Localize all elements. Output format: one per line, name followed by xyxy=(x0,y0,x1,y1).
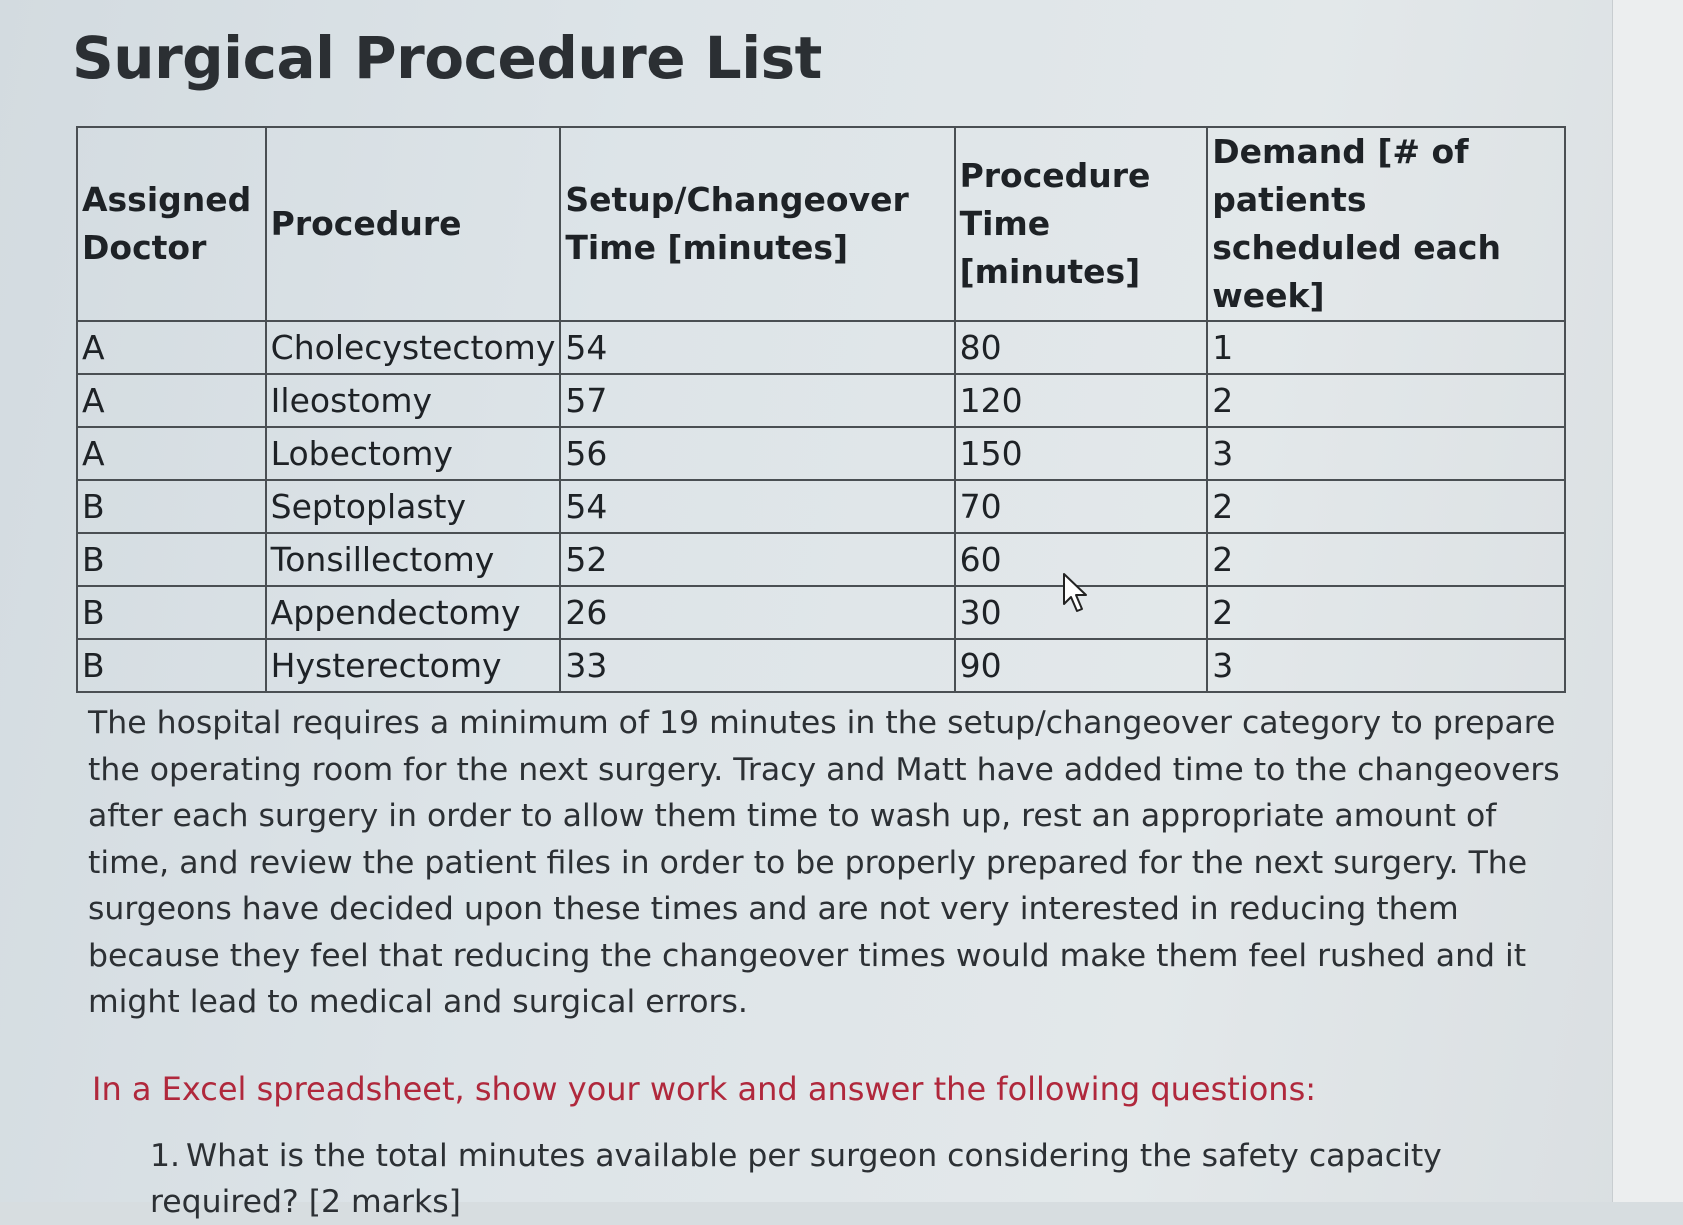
header-procedure: Procedure xyxy=(266,127,561,321)
table-row xyxy=(77,639,1565,692)
cell-procedure-time: 90 xyxy=(955,639,1208,692)
cell-doctor: B xyxy=(77,639,266,692)
cell-procedure-time: 70 xyxy=(955,480,1208,533)
cell-procedure: Tonsillectomy xyxy=(266,533,561,586)
question-list xyxy=(150,1133,1450,1225)
cell-procedure: Ileostomy xyxy=(266,374,561,427)
cell-demand: 1 xyxy=(1207,321,1565,374)
table-row xyxy=(77,321,1565,374)
table-row xyxy=(77,533,1565,586)
cell-setup: 56 xyxy=(560,427,954,480)
page-title: Surgical Procedure List xyxy=(72,24,822,92)
table-row xyxy=(77,480,1565,533)
cell-procedure: Appendectomy xyxy=(266,586,561,639)
cell-doctor: A xyxy=(77,374,266,427)
cell-demand: 2 xyxy=(1207,480,1565,533)
cell-doctor: B xyxy=(77,586,266,639)
cell-doctor: B xyxy=(77,533,266,586)
table-row xyxy=(77,586,1565,639)
header-assigned-doctor: Assigned Doctor xyxy=(77,127,266,321)
cell-procedure: Cholecystectomy xyxy=(266,321,561,374)
cell-setup: 57 xyxy=(560,374,954,427)
list-item xyxy=(150,1133,1450,1225)
table-row xyxy=(77,374,1565,427)
cell-procedure-time: 60 xyxy=(955,533,1208,586)
cell-demand: 2 xyxy=(1207,586,1565,639)
header-procedure-time: Procedure Time [minutes] xyxy=(955,127,1208,321)
cell-demand: 2 xyxy=(1207,374,1565,427)
procedure-table xyxy=(76,126,1566,693)
header-setup-time: Setup/Changeover Time [minutes] xyxy=(560,127,954,321)
cell-doctor: B xyxy=(77,480,266,533)
cell-demand: 3 xyxy=(1207,427,1565,480)
description-paragraph: The hospital requires a minimum of 19 minutes in the setup/changeover category to prepare the operating room for the next surgery. Tracy and Matt have added time to the changeovers after each surgery in order to allow them time to wash up, rest an appropriate amount of time, and review the patient files in order to be properly prepared for the next surgery. The surgeons have decided upon these times and are not very interested in reducing them because they feel that reducing the changeover times would make them feel rushed and it might lead to medical and surgical errors. xyxy=(88,705,1560,1020)
cell-procedure: Septoplasty xyxy=(266,480,561,533)
cell-procedure: Hysterectomy xyxy=(266,639,561,692)
question-heading: In a Excel spreadsheet, show your work and answer the following questions: xyxy=(92,1070,1317,1108)
cell-procedure-time: 80 xyxy=(955,321,1208,374)
side-panel xyxy=(1612,0,1683,1202)
cell-procedure: Lobectomy xyxy=(266,427,561,480)
mouse-pointer-icon xyxy=(1062,572,1092,614)
cell-setup: 33 xyxy=(560,639,954,692)
cell-procedure-time: 120 xyxy=(955,374,1208,427)
cell-demand: 3 xyxy=(1207,639,1565,692)
cell-doctor: A xyxy=(77,427,266,480)
cell-setup: 26 xyxy=(560,586,954,639)
cell-doctor: A xyxy=(77,321,266,374)
header-demand: Demand [# of patients scheduled each week] xyxy=(1207,127,1565,321)
question-text: What is the total minutes available per surgeon considering the safety capacity required? [2 marks] xyxy=(150,1138,1442,1220)
question-number: 1. xyxy=(150,1138,181,1174)
cell-procedure-time: 30 xyxy=(955,586,1208,639)
cell-setup: 54 xyxy=(560,321,954,374)
table-header-row xyxy=(77,127,1565,321)
cell-demand: 2 xyxy=(1207,533,1565,586)
table-row xyxy=(77,427,1565,480)
cell-setup: 52 xyxy=(560,533,954,586)
cell-setup: 54 xyxy=(560,480,954,533)
cell-procedure-time: 150 xyxy=(955,427,1208,480)
